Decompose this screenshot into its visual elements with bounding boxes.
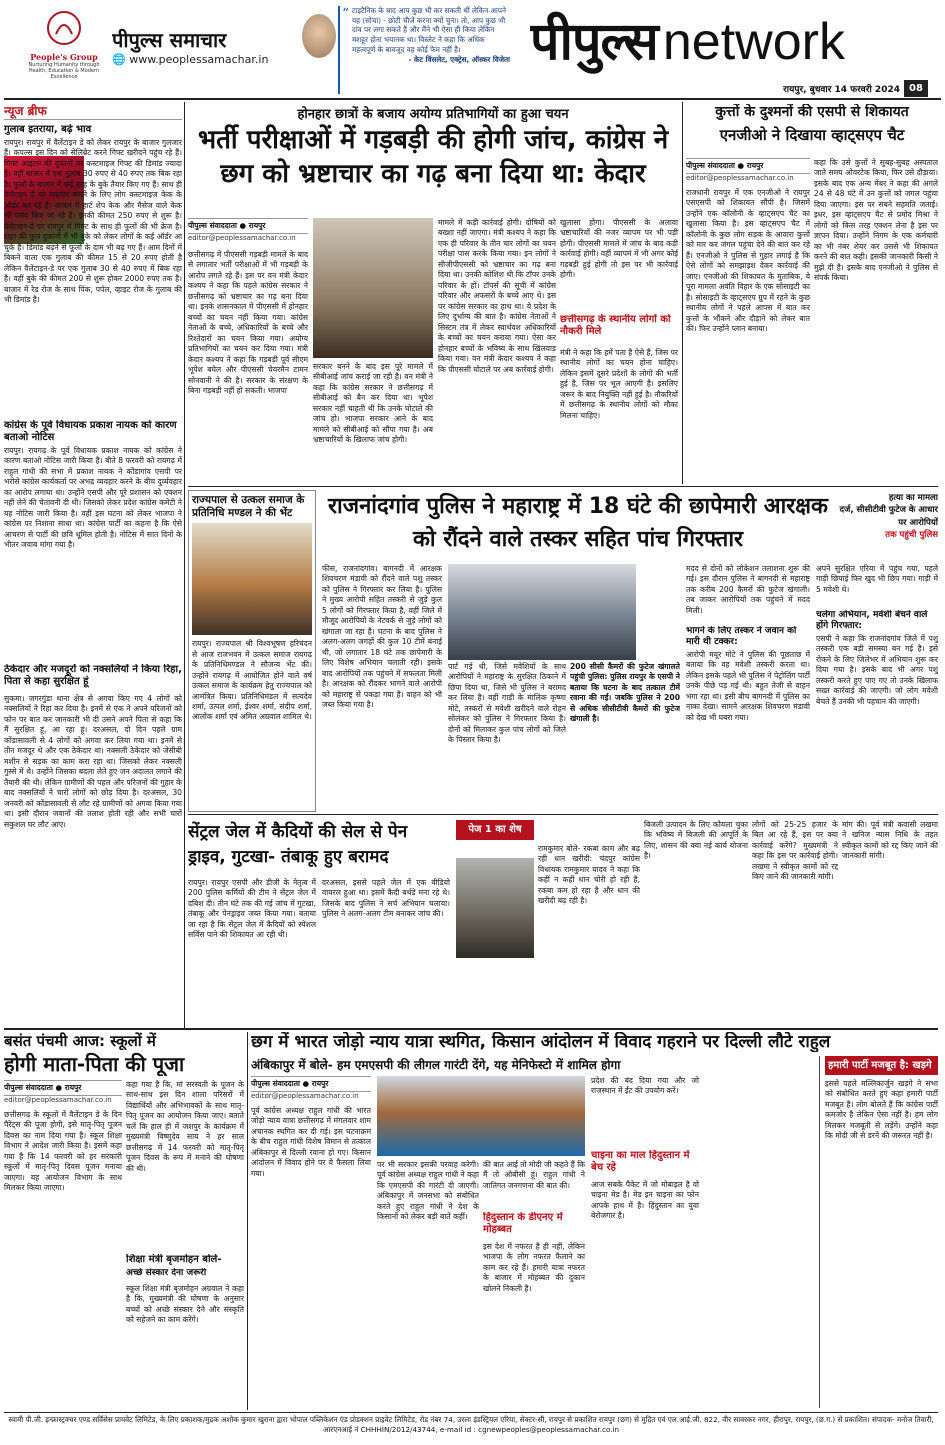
story4-col6: मांग की। पूर्व मंत्री कवासी लखमा ने खनिज न्यास निधि के तहत स्वीकृत कामों को रद्द किए जाने की जानकारी मांगी।: [842, 820, 938, 861]
brief-item1-title: गुलाब इतराया, बढ़े भाव: [4, 124, 92, 135]
story5-sub-title2: अच्छे संस्कार देना जरूरी: [126, 1268, 207, 1278]
story5-sub-title: शिक्षा मंत्री बृजमोहन बोले-: [126, 1254, 222, 1265]
story1-kicker: होनहार छात्रों के बजाय अयोग्य प्रतिभागियों का हुआ चयन: [297, 107, 569, 122]
story1: [188, 102, 678, 484]
arrested-accused-photo: [448, 564, 636, 660]
brief-item3-text: सुकमा। जगरगुंडा थाना क्षेत्र से अगवा किए गए 4 लोगों को नक्सलियों ने रिहा कर दिया है। इनमें से एक ने अपने परिजनों को फोन पर बात कर जानकारी भी दी उसने अपने पिता से कहा कि मैं सुरक्षित हूं, आ रहा हूं। दरअसल, दो दिन पहले ग्राम कोंडासावली से 4 लोगों को अगवा कर लिया गया था। इनमें से तीन मजदूर थे और एक ठेकेदार था। नक्सली ठेकेदार को जेसीबी मशीन से सड़क का काम करा रहा था। जिसको लेकर नक्सली गुस्से में थे। उन्होंने जिसका बदला लेते हुए जन अदालत लगाने की तैयारी की थी। लेकिन ग्रामीणों की पहल और परिजनों की गुहार के बाद नक्सलियों ने चारों लोगों को छोड़ दिया है। दरअसल, 30 जनवरी को कोंडासावली से लौट रहे ग्रामीणों को अगवा किया गया था। इसी दौरान जवानों की तलाश होती रही और सभी चारों सकुशल घर लौट आए।: [4, 694, 182, 829]
network-brand: [530, 4, 930, 74]
story2-byline: पीपुल्स संवाददाता ● रायपुर: [686, 158, 810, 174]
story6-col4-text: आज सबके पैकेट में जो मोबाइल है वो चाइना मेड है। मेड इन चाइना का फोन आपके हाथ में है। हिंदुस्तान का युवा बेरोजगार है।: [591, 1180, 699, 1221]
story1-sub-title: छत्तीसगढ़ के स्थानीय लोगों को नौकरी मिले: [560, 314, 671, 337]
cctv-caption: [570, 662, 680, 810]
story1-byline: पीपुल्स संवाददाता ● रायपुर: [188, 218, 308, 234]
paper-url[interactable]: www.peoplessamachar.in: [129, 53, 269, 66]
story3-headline: राजनांदगांव पुलिस ने महाराष्ट्र में 18 घंटे की छापेमारी आरक्षक को रौंदने वाले तस्कर सहित पांच गिरफ्तार: [328, 494, 828, 552]
brief-item3-title: ठेकेदार और मजदूरों को नक्सलियों ने किया रिहा, पिता से कहा सुरक्षित हूं: [4, 664, 182, 687]
story6-col1: पूर्व कांग्रेस अध्यक्ष राहुल गांधी की भारत जोड़ो न्याय यात्रा छत्तीसगढ़ में मंगलवार शाम अचानक स्थगित कर दी गई। इस घटनाक्रम के बीच राहुल गांधी विशेष विमान से तत्काल अंबिकापुर से दिल्ली रवाना हो गए। किसान आंदोलन में विवाद होने पर ये फैसला लिया गया।: [251, 1106, 371, 1178]
story2-col1: राजधानी रायपुर में एक एनजीओ ने रायपुर एसएसपी को शिकायत सौंपी है। जिसमें उन्होंने एक कॉलोनी के व्हाट्सएप चैट का खुलासा किया है। इस व्हाट्सएप चैट में कॉलोनी के कुछ लोग सड़क के आवारा कुत्तों को मार कर जंगल पहुंचा देने की बात कर रहे हैं। एनजीओ ने पुलिस से गुहार लगाई है कि ऐसे लोगों को समझाइश देकर कार्रवाई की जाए। एनजीओ की शिकायत के मुताबिक, ये पूरा मामला अवंति विहार के एक सोसाइटी का है। सोसाइटी के व्हाट्सएप ग्रुप में रहने के कुछ स्थानीय लोगों ने पहले आपस में बात कर कुत्तों के भौंकने और दौड़ाने को लेकर बात की। फिर उन्होंने प्लान बनाया।: [686, 188, 810, 334]
footer-rule: [4, 1412, 938, 1413]
story3-side-kicker3: तक पहुंची पुलिस: [885, 529, 938, 540]
row3-divider: [4, 1028, 938, 1030]
story4-col5: लोगों को 25-25 हजार के बिल आ रहे हैं, इस पर क्या कार्रवाई करेंगे? मुख्यमंत्री ने कहा कि इस पर कार्रवाई होगी। लखमा ने स्वीकृत कामों को रद्द किए जाने की जानकारी मांगी।: [752, 820, 838, 882]
group-tagline: Nurturing Humanity through Health, Education & Modern Excellence: [28, 62, 100, 80]
story6-col2: पर भी सरकार इसकी परवाह करेगी। पूर्व कांग्रेस अध्यक्ष राहुल गांधी ने कहा कि एमएसपी की गारंटी दी जाएगी। अंबिकापुर में जनसभा को संबोधित करते हुए राहुल गांधी ने देश के किसानों को लेकर बड़ी बातें कहीं।: [377, 1160, 479, 1222]
brief-item2-title: कांग्रेस के पूर्व विधायक प्रकाश नायक को कारण बताओ नोटिस: [4, 420, 177, 443]
governor-box-title: राज्यपाल से उत्कल समाज के प्रतिनिधि मण्डल ने की भेंट: [192, 494, 305, 519]
story3: [188, 490, 938, 812]
story1-col4: खुलासा होगा। पीएससी के अलावा भ्रष्टाचारियों की नजर व्यापम पर भी पड़ी होगी। पीएससी मामले में जांच के बाद कड़ी कार्रवाई होगी। वहीं व्यापमं में भी अगर कोई गड़बड़ी हुई होगी तो इस पर भी कार्रवाई होगी।: [560, 218, 678, 280]
story5-byline: पीपुल्स संवाददाता ● रायपुर: [4, 1080, 122, 1096]
story4-headline: सेंट्रल जेल में कैदियों की सेल से पेन ड्राइव, गुटखा- तंबाकू हुए बरामद: [188, 822, 408, 867]
story5-col2: कहा गया है कि, मां सरस्वती के पूजन के साथ-साथ इस दिन शाला परिसरों में विद्यार्थियों और अभिभावकों के साथ मातृ-पितृ पूजन का आयोजन किया जाए। बताते चलें कि हाल ही में जशपुर के कार्यक्रम में मुख्यमंत्री विष्णुदेव साय ने हर साल छत्तीसगढ़ में 14 फरवरी को मातृ-पितृ पूजन दिवस के रूप में मनाने की घोषणा की थी।: [126, 1080, 244, 1173]
kharge-box-title: हमारी पार्टी मजबूत है: खड़गे: [825, 1056, 938, 1075]
kedar-kashyap-photo: [313, 218, 433, 358]
quote-author: - केट विंसलेट, एक्ट्रेस, ऑस्कर विजेता: [408, 54, 510, 64]
page1-continued-label: पेज 1 का शेष: [456, 820, 534, 840]
story2-email[interactable]: editor@peoplessamachar.co.in: [686, 174, 794, 182]
story1-col3: मामले में कड़ी कार्रवाई होगी। दोषियों को बख्शा नहीं जाएगा। मंत्री कश्यप ने कहा कि एक ही परिवार के तीन चार लोगों का चयन परीक्षा पास करके किया गया। इन लोगों ने सीजीपीएससी को भ्रष्टाचार का गढ़ बना दिया था। उनकी कोशिश थी कि टॉपर उनके परिवार के हों। टॉपर्स की सूची में कांग्रेस परिवार और अफसरों के बच्चे आए थे। इस पर कांग्रेस सरकार का हाथ था। ये प्रदेश के लिए दुर्भाग्य की बात है। कांग्रेस नेताओं ने सिस्टम तंत्र में लेकर स्वार्थवश अधिकारियों के बच्चों का चयन कराया गया। ऐसा कर होनहार बच्चों के भविष्य के साथ खिलवाड़ किया गया। वन मंत्री केदार कश्यप ने कहा कि पीएससी घोटाले पर अब कार्रवाई होगी।: [438, 218, 556, 374]
story4-col4: बिजली उत्पादन के लिए कोयला चुका कि भविष्य में बिजली की आपूर्ति के लिए, शासन की क्या नई कार्य योजना है।: [644, 820, 748, 861]
story1-col2: सरकार बनने के बाद इस पूरे मामले में सीबीआई जांच कराई जा रही है। वन मंत्री ने कहा कि कांग्रेस सरकार ने छत्तीसगढ़ में सीबीआई को बैन कर दिया था। भूपेश सरकार नहीं चाहती थी कि उनके घोटाले की जांच हो। भाजपा सरकार आने के बाद मामले को सीबीआई को सौंपा गया है। अब भ्रष्टाचारियों के खिलाफ जांच होगी।: [313, 362, 433, 445]
peoples-group-logo: [20, 8, 108, 96]
story4-col3: रामकुमार बोले- रकबा काम और बढ़ रही धान खरीदी: चंदपुर कांग्रेस विधायक रामकुमार यादव ने कहा कि कहीं न कहीं धान चोरी हो रही है, रकबा कम हो रहा है और धान की खरीदी बढ़ रही है।: [538, 844, 640, 906]
story5-sub-text: स्कूल शिक्षा मंत्री बृजमोहन अग्रवाल ने कहा है कि, मुख्यमंत्री की घोषणा के अनुसार बच्चों को अच्छे संस्कार देने और संस्कृति को सहेजने का काम करेंगे।: [126, 1284, 244, 1325]
story5-kicker: बसंत पंचमी आज: स्कूलों में: [4, 1032, 156, 1050]
group-name: People's Group: [30, 52, 98, 62]
paper-logo: [112, 26, 302, 76]
governor-box: [188, 490, 316, 812]
story6-col4-sub: चाइना का माल हिंदुस्तान में बेच रहे: [591, 1150, 690, 1173]
story1-divider: [682, 102, 683, 484]
brief-item2-text: रायपुर। रायगढ़ के पूर्व विधायक प्रकाश नायक को कांग्रेस ने कारण बताओ नोटिस जारी किया है। बीते 8 फरवरी को रायगढ़ में राहुल गांधी की सभा में प्रकाश नायक ने कोंडागांव एसपी पर भरोसे कांग्रेस कार्यकर्ता पर अभद्र व्यवहार करने के बीच दुर्व्यवहार का आरोप लगाया था। उन्होंने एसपी और पूरे प्रशासन को एक्शन नहीं लेने की चेतावनी दी थी। जिसको लेकर प्रदेश कांग्रेस कमेटी ने यह नोटिस जारी किया है। वहीं इस घटना को लेकर भाजपा ने कांग्रेस पर निशाना साधा था। कांग्रेस पार्टी का कहना है कि ऐसे आचरण से पार्टी की छवि धूमिल होती है। नोटिस में सात दिनों के भीतर जवाब मांगा गया है।: [4, 446, 182, 550]
story1-headline: भर्ती परीक्षाओं में गड़बड़ी की होगी जांच, कांग्रेस ने छग को भ्रष्टाचार का गढ़ बना दिया था: केदार: [197, 125, 669, 189]
quote-icon: “: [342, 6, 350, 22]
story1-sub-text: मंत्री ने कहा कि हमें पता है ऐसे हैं, जिस पर स्थानीय लोगों का चयन होना चाहिए। लेकिन इसमें दूसरे प्रदेशों के लोगों की भर्ती हुई है, जिस पर भूल आएगी है। इसलिए जरूर के बाद नियुक्ति नहीं हुई है। नौकरियों में छत्तीसगढ़ के स्थानीय लोगों को मौका मिलना चाहिए।: [560, 348, 678, 420]
story6-email[interactable]: editor@peoplessamachar.co.in: [251, 1092, 359, 1100]
story2-kicker1: कुत्तों के दुश्मनों की एसपी से शिकायत: [715, 104, 909, 120]
story6-col4: प्रदेश की बंद दिया गया और जो राजस्थान में ईंट की उपयोग करें।: [591, 1076, 699, 1096]
story6-headline: छग में भारत जोड़ो न्याय यात्रा स्थगित, किसान आंदोलन में विवाद गहराने पर दिल्ली लौटे राहुल: [251, 1032, 831, 1052]
story6-byline-box: [251, 1076, 371, 1100]
story2-col2: कहा कि उसे कुत्तों ने सुबह-सुबह अस्पताल जाते समय ओवरटेक किया, फिर उसे दौड़ाया। इसके बाद एक अन्य मेंबर ने कहा की अगले 24 से 48 घंटे में उन कुत्तों को जगल पहुंचा दिया जाएगा। इस पर सबने सहमति जताई। इधर, इस व्हाट्सएप चैट से प्रमोद मिश्रा ने लोगों को किस तरह एक्शन लेना है इस पर ज्ञापन दिया। उन्होंने निगम के एक कर्मचारी का भी नंबर शेयर कर उससे भी शिकायत करने की बात कही। इसकी जानकारी किसी ने मुझे दी है। इसके बाद एनजीओ ने पुलिस से संपर्क किया।: [814, 158, 938, 283]
central-jail-raid-photo: [456, 858, 534, 958]
imprint-footer: स्वामी पी.जी. इन्फ्रास्ट्रक्चर एण्ड सर्विसेस प्रायवेट लिमिटेड, के लिए प्रकाशक/मुद्रक अशोक कुमार खुराना द्वारा भोपाल पब्लिकेशन एंड प्रोडक्शन प्राइवेट लिमिटेड, रोड नंबर 74, उरला इंडस्ट्रियल एरिया, सेक्टर-सी, रायपुर से प्रकाशित रायपुर (छग) से मुद्रित एवं एल.आई.जी. 822, वीर सावरकर नगर, हीरापुर, रायपुर, (छ.ग.) से प्रकाशित। संपादक- मनोज तिवारी, आरएनआई नं CHHHIN/2012/43744, e-mail id : cgnewpeoples@peoplessamachar.co.in: [8, 1415, 934, 1434]
story5: [4, 1032, 244, 1410]
story3-col4-text: एसपी ने कहा कि राजनांदगांव जिले में पशु तस्करी एक बड़ी समस्या बन गई है। इसे रोकने के लिए जिलेभर में अभियान शुरू कर दिया गया है। इसके बाद भी अगर पशु तस्करी करते हुए पाए गए तो उनके खिलाफ सख्त कार्रवाई की जाएगी। जो लोग मवेशी बेचते हैं उनकी भी पहचान की जाएगी।: [816, 634, 938, 706]
brief-column-divider: [184, 102, 185, 1028]
story3-col3: मदद से दोनों को लोकेशन तलाशना शुरू की गई। इस दौरान पुलिस ने बागनदी से महाराष्ट्र तक करीब 200 कैमरों की फुटेज खंगाली। तब जाकर आरोपियों तक पहुंचने में मदद मिली।: [686, 564, 810, 615]
story6: [251, 1032, 938, 1410]
story6-subhead: अंबिकापुर में बोले- हम एमएसपी की लीगल गारंटी देंगे, यह मेनिफेस्टो में शामिल होगा: [251, 1058, 621, 1072]
story5-col1: छत्तीसगढ़ के स्कूलों में वैलेंटाइन डे के दिन पैरेंट्स की पूजा होगी, इसे मातृ-पितृ पूजन दिवस का नाम दिया गया है। स्कूल शिक्षा विभाग ने आदेश जारी किया है। इसमें कहा गया है कि 14 फरवरी को हर सरकारी स्कूलों में मातृ-पितृ दिवस पूजन मनाया जाएगा। यह आयोजन विभाग के साथ मिलकर किया जाएगा।: [4, 1110, 122, 1193]
story4: [188, 818, 938, 1026]
story5-byline-box: [4, 1080, 122, 1104]
brand-english: network: [662, 13, 845, 71]
paper-name: पीपुल्स समाचार: [112, 28, 227, 52]
page-number: 08: [904, 80, 928, 97]
story6-byline: पीपुल्स संवाददाता ● रायपुर: [251, 1076, 371, 1092]
story1-byline-box: [188, 218, 308, 242]
masthead: [0, 0, 945, 100]
row2-divider: [188, 814, 938, 815]
story6-col3-text: इस देश में नफरत है ही नहीं, लेकिन भाजपा के लोग नफरत फैलाने का काम कर रहे हैं। हमारी यात्रा नफरत के बाजार में मोहब्बत की दुकान खोलने निकली है।: [483, 1242, 585, 1293]
story4-col1: रायपुर। रायपुर एसपी और डीजी के नेतृत्व में 200 पुलिस कर्मियों की टीम ने सेंट्रल जेल में दबिश दी। तीन घंटे तक की गई जांच में गुटखा, तंबाकू और पेनड्राइव जब्त किया गया। बताया जा रहा है कि सेंट्रल जेल में कैदियों को स्पेशल सर्विस पाने की शिकायत आ रही थी।: [188, 878, 316, 940]
story5-headline: होगी माता-पिता की पूजा: [4, 1052, 185, 1076]
story3-side-kicker: [838, 492, 938, 541]
story2: [686, 102, 938, 484]
dateline: रायपुर, बुधवार 14 फरवरी 2024: [783, 85, 900, 95]
quote-text: टाइटैनिक के बाद आप कुछ भी कर सकती थीं लेकिन आपने यह (सोचा) - छोटी चीजें करना क्यों चुना। तो, आप कुछ भी दांव पर लगा सकते हैं और मैंने भी ऐसा ही किया लेकिन मशहूर होना भयानक था। विस्लेट ने कहा कि अधिक महत्वपूर्ण के बावजूद वह कोई फेम नहीं है।: [352, 6, 506, 54]
story3-side-kicker2: दर्ज, सीसीटीवी फुटेज के आधार पर आरोपियों: [839, 505, 938, 528]
story3-col1: फीस, राजनांदगांव। बागनदी में आरक्षक शिवचरण मंडावी को रौंदने वाले पशु तस्कर को पुलिस ने गिरफ्तार कर लिया है। पुलिस ने मुख्य आरोपी सहित तस्करी से जुड़े कुल 5 लोगों को गिरफ्तार किया है, वहीं जिले में मौजूद आरोपियों के नेटवर्क से जुड़े लोगों को खंगाला जा रहा है। घटना के बाद पुलिस ने अलग-अलग जगहों की कुल 10 टीमें बनाई थी, जो लगातार 18 घंटे तक छापेमारी के लिए विशेष अभियान चलाती रही। इसके बाद आरोपियों तक पहुंचने में सफलता मिली है। आरक्षक को रौंदकर भागने वाले आरोपी को महाराष्ट्र से पकड़ा गया है। वाहन को भी जब्त किया गया है।: [322, 564, 442, 710]
story2-byline-box: [686, 158, 810, 182]
story4-col2: दरअसल, इससे पहले जेल में एक वीडियो वायरल हुआ था। इसमें कैदी बर्थडे मना रहे थे। जिसके बाद पुलिस ने सर्च अभियान चलाया। पुलिस ने अलग-अलग टीम बनाकर जांच की।: [322, 878, 450, 919]
brief-item1-text: रायपुर। रायपुर में वैलेंटाइन डे को लेकर रायपुर के बाजार गुलजार हैं। कपल्स इस दिन को सेलिब्रेट करने गिफ्ट खरीदने पहुंच रहे हैं। गिफ्ट आइटम की दुकानों पर कस्टमाइज गिफ्ट की डिमांड ज्यादा है। वहीं बाजार में एक गुलाब 30 रुपए से 40 रुपए तक बिक रहा है। फूलों के बाजार में कई तरह के बुके तैयार किए गए हैं। साथ ही वैलेंटाइन डे को यादगार बनाने के लिए लोग कस्टमाइज केक के ऑर्डर कर रहे हैं। बाजार में हार्ट शेप केक और मैसेज वाले केक भी पसंद किए जा रहे हैं। इनकी कीमत 250 रुपए से शुरू है। वैलेंटाइन-डे पर रायपुर में गिफ्ट के साथ ही फूलों की भी क्रेज है। शहर की फूल दुकानों में भी बुके को लेकर लोगों के कई ऑर्डर आ चुके हैं। डिमांड बढ़ने से फूलों के दाम भी बढ़ गए हैं। आम दिनों में बिकने वाला एक गुलाब की कीमत 15 से 20 रुपए होती है लेकिन वैलेंटाइन-डे पर एक गुलाब 30 से 40 रुपए में बिक रहा है। वहीं बुके की कीमत 200 से शुरू होकर 2000 रुपए तक है। बाजार में रेड रोज के साथ पिंक, पर्पल, व्हाइट रोज के गुलाब की भी डिमांड है।: [4, 138, 182, 305]
kate-winslet-photo: [302, 14, 336, 58]
story3-col2: पार्ट गई थी, जिसे मवेशियों के साथ आरोपियों ने महाराष्ट्र के सुरक्षित ठिकाने में छिपा दिया था, जिसे भी पुलिस ने बरामद कर लिया है। वहीं गाड़ी के मालिक कृष्णा मोटे, तस्करों से मवेशी खरीदने वाले रोहन सोलंकर को पुलिस ने गिरफ्तार किया है। दोनों को मिलाकर कुल पांच लोगों को जिले के पिस्तार किया है।: [448, 662, 566, 745]
masthead-rule: [4, 98, 941, 100]
row1-divider: [188, 486, 938, 487]
story1-email[interactable]: editor@peoplessamachar.co.in: [188, 234, 296, 242]
news-brief-column: [4, 102, 182, 1028]
story6-col3-sub: हिंदुस्तान के डीएनए में मोहब्बत: [483, 1212, 563, 1235]
brand-hindi: पीपुल्स: [530, 12, 658, 72]
kharge-side-box: [819, 1056, 938, 1408]
news-brief-label: न्यूज ब्रीफ: [4, 102, 182, 120]
cctv-caption-text: 200 सीसी कैमरों की फुटेज खंगालते पहुंची पुलिस: पुलिस रायपुर के एसपी ने बताया कि घटना के बाद तत्काल टीमें रवाना की गईं। जबकि पुलिस ने 200 से अधिक सीसीटीवी कैमरों की फुटेज खंगाली है।: [570, 662, 680, 724]
peoples-group-emblem-icon: [44, 8, 84, 48]
governor-meeting-photo: [192, 523, 312, 635]
story1-col1: छत्तीसगढ़ में पीएससी गड़बड़ी मामले के बाद से लगातार भर्ती परीक्षाओं में भी गड़बड़ी के आरोप लगते रहे हैं। इस पर वन मंत्री केदार कश्यप ने कहा कि पहले कांग्रेस सरकार ने छत्तीसगढ़ को भ्रष्टाचार का गढ़ बना दिया था। इनके शासनकाल में पीएससी में होनहार बच्चों का चयन नहीं किया गया। कांग्रेस नेताओं के बच्चे, अधिकारियों के बच्चे और रिश्तेदारों का चयन किया गया। अयोग्य प्रतिभागियों का चयन कर दिया गया। मंत्री केदार कश्यप ने कहा कि गड़बड़ी पूर्व सीएम भूपेश बघेल और पीएससी चेयरमैन टामन सोनवानी ने की है। सरकार के संरक्षण के बिना गड़बड़ी नहीं हो सकती। भाजपा: [188, 250, 308, 396]
globe-icon: 🌐: [112, 53, 126, 66]
kharge-box-text: इससे पहले मल्लिकार्जुन खड़गे ने सभा को संबोधित करते हुए कहा हमारी पार्टी मजबूत है। लोग बोलते हैं कि कांग्रेस पार्टी कमजोर है लेकिन ऐसा नहीं है। हम लोग मिलकर मजबूती से लड़ेंगे। उन्होंने कहा कि मोदी जी से डरने की जरूरत नहीं है।: [825, 1079, 938, 1141]
story3-side-kicker1: हत्या का मामला: [888, 493, 938, 503]
story3-col3-sub: भागने के लिए तस्कर ने जवान को मारी थी टक्कर:: [686, 626, 797, 647]
paper-url-row: [112, 53, 302, 66]
quote-box: [338, 6, 510, 94]
story6-col3: की बात आई तो मोदी जी कहते हैं कि मैं तो ओबीसी हूं। राहुल गांधी ने जातिगत जनगणना की बात की।: [483, 1160, 585, 1190]
story3-col4: अपने सुरक्षित एरिया में पहुंच गया, पहले गाड़ी छिपाई फिर खुद भी छिप गया। गाड़ी में 5 मवेशी थे।: [816, 564, 938, 594]
story3-col4-sub: चलेगा अभियान, मवेशी बेचने वाले होंगे गिरफ्तार:: [816, 610, 928, 631]
rahul-gandhi-rally-photo: [377, 1076, 585, 1156]
story5-email[interactable]: editor@peoplessamachar.co.in: [4, 1096, 112, 1104]
story3-col3-text: आरोपी मयूर मोटे ने पुलिस की पूछताछ में बताया कि वह मवेशी तस्करी करता था। लेकिन इसके पहले भी पुलिस ने पेट्रोलिंग पार्टी उनके पीछे पड़ गई थी। बहुत तेजी से वाहन भगा रहा था। इसी बीच बागनदी में पुलिस का नाका देखा। सामने आरक्षक शिवचरण मंडावी को देख भी घबरा गया।: [686, 650, 810, 722]
story2-kicker2: एनजीओ ने दिखाया व्हाट्सएप चैट: [719, 126, 905, 144]
governor-box-text: रायपुर। राज्यपाल श्री विश्वभूषण हरिचंदन से आज राजभवन में उत्कल समाज रायगढ़ के प्रतिनिधिमण्डल ने सौजन्य भेंट की। उन्होंने रायगढ़ में आयोजित होने वाले वर्ष उत्कल समाज के कार्यक्रम हेतु राज्यपाल को आमंत्रित किया। प्रतिनिधिमंडल में सत्यदेव शर्मा, उत्पल शर्मा, ईश्वर शर्मा, संदीप शर्मा, आलोक शर्मा एवं अमित अग्रवाल शामिल थे।: [192, 639, 312, 722]
story5-divider: [247, 1032, 248, 1410]
